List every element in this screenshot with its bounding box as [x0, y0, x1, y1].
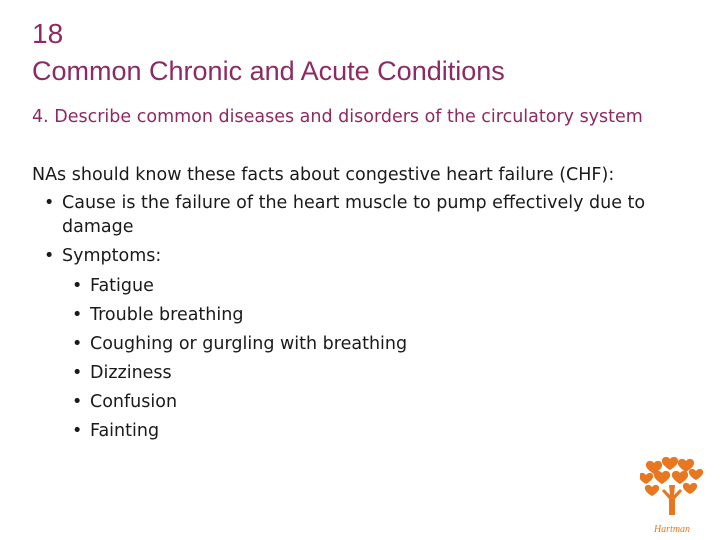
learning-objective: 4. Describe common diseases and disorders of the circulatory system [32, 107, 643, 127]
chapter-title: Common Chronic and Acute Conditions [32, 56, 505, 86]
symptom-item: • Coughing or gurgling with breathing [32, 330, 692, 359]
bullet-item-symptoms [32, 244, 692, 268]
heart-tree-logo-icon [640, 455, 704, 535]
slide-body [32, 164, 692, 446]
symptom-item: • Fainting [32, 417, 692, 446]
symptom-item: • Fatigue [32, 272, 692, 301]
symptom-item: • Confusion [32, 388, 692, 417]
bullet-list [32, 191, 692, 268]
symptom-item: • Dizziness [32, 359, 692, 388]
symptoms-label: Symptoms: [62, 246, 162, 266]
bullet-item-cause: • Cause is the failure of the heart muscle to pump effectively due to damage [32, 191, 692, 239]
logo-wordmark: Hartman [653, 524, 691, 535]
intro-text: NAs should know these facts about congestive heart failure (CHF): [32, 165, 615, 185]
hartman-logo [640, 455, 704, 535]
chapter-number: 18 [32, 18, 64, 49]
symptom-list [32, 272, 692, 446]
symptom-item: • Trouble breathing [32, 301, 692, 330]
